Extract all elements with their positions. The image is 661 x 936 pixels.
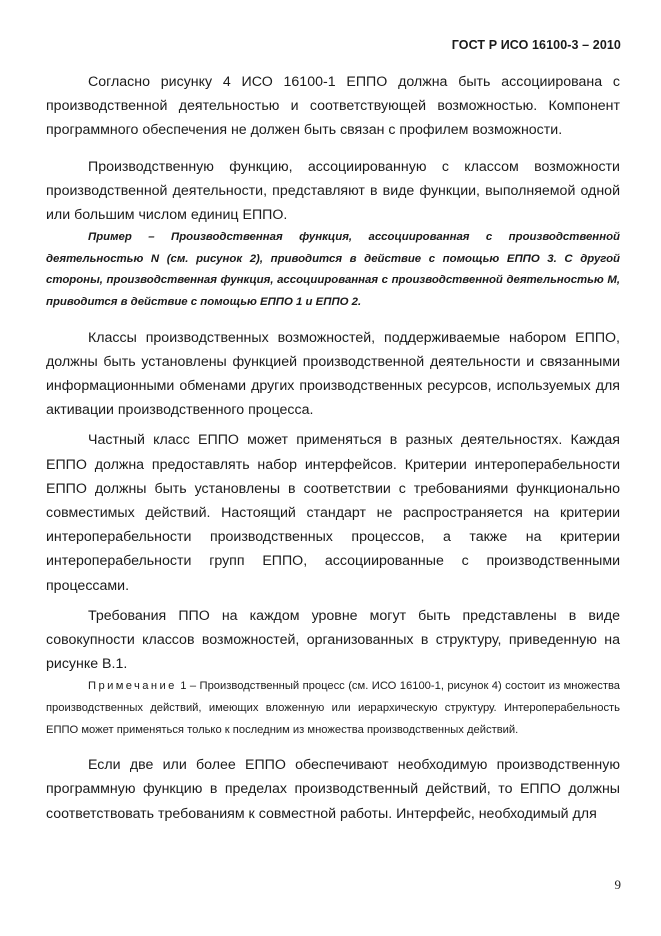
paragraph-2: Производственную функцию, ассоциированную с классом возможности производственной деятельности, представляют в виде функции, выполняемой одной или большим числом единиц ЕППО. (46, 158, 620, 224)
document-header: ГОСТ Р ИСО 16100-3 – 2010 (451, 38, 621, 52)
note-text: 1 – Производственный процесс (см. ИСО 16100-1, рисунок 4) состоит из множества производственных действий, имеющих вложенную или иерархическую структуру. Интероперабельность ЕППО может применяться только к последним из множества производственных действий. (46, 680, 621, 736)
paragraph-1: Согласно рисунку 4 ИСО 16100-1 ЕППО должна быть ассоциирована с производственной деятельностью и соответствующей возможностью. Компонент программного обеспечения не должен быть связан с профилем возможности. (46, 74, 620, 139)
note-label: Примечание (88, 680, 177, 693)
paragraph-5: Требования ППО на каждом уровне могут быть представлены в виде совокупности классов возможностей, организованных в структуру, приведенную на рисунке В.1. (46, 607, 620, 673)
example-block: Пример – Производственная функция, ассоциированная с производственной деятельностью N (см. рисунок 2), приводится в действие с помощью ЕППО 3. С другой стороны, производственная функция, ассоциированная с производственной деятельностью M, приводится в действие с помощью ЕППО 1 и ЕППО 2. (46, 231, 620, 308)
paragraph-6: Если две или более ЕППО обеспечивают необходимую производственную программную функцию в пределах производственный действий, то ЕППО должны соответствовать требованиям к совместной работы. Интерфейс, необходимый для (46, 757, 620, 822)
page-number: 9 (614, 877, 621, 892)
note-block (46, 676, 620, 741)
page-body (46, 70, 620, 826)
paragraph-3: Классы производственных возможностей, поддерживаемые набором ЕППО, должны быть установлены функцией производственной деятельности и связанными информационными обменами других производственных ресурсов, используемых для активации производственного процесса. (46, 329, 620, 419)
paragraph-4: Частный класс ЕППО может применяться в разных деятельностях. Каждая ЕППО должна предоставлять набор интерфейсов. Критерии интероперабельности ЕППО должны быть установлены в соответствии с требованиями функционально совместимых действий. Настоящий стандарт не распространяется на критерии интероперабельности производственных процессов, а также на критерии интероперабельности групп ЕППО, ассоциированные с производственными процессами. (46, 432, 620, 594)
